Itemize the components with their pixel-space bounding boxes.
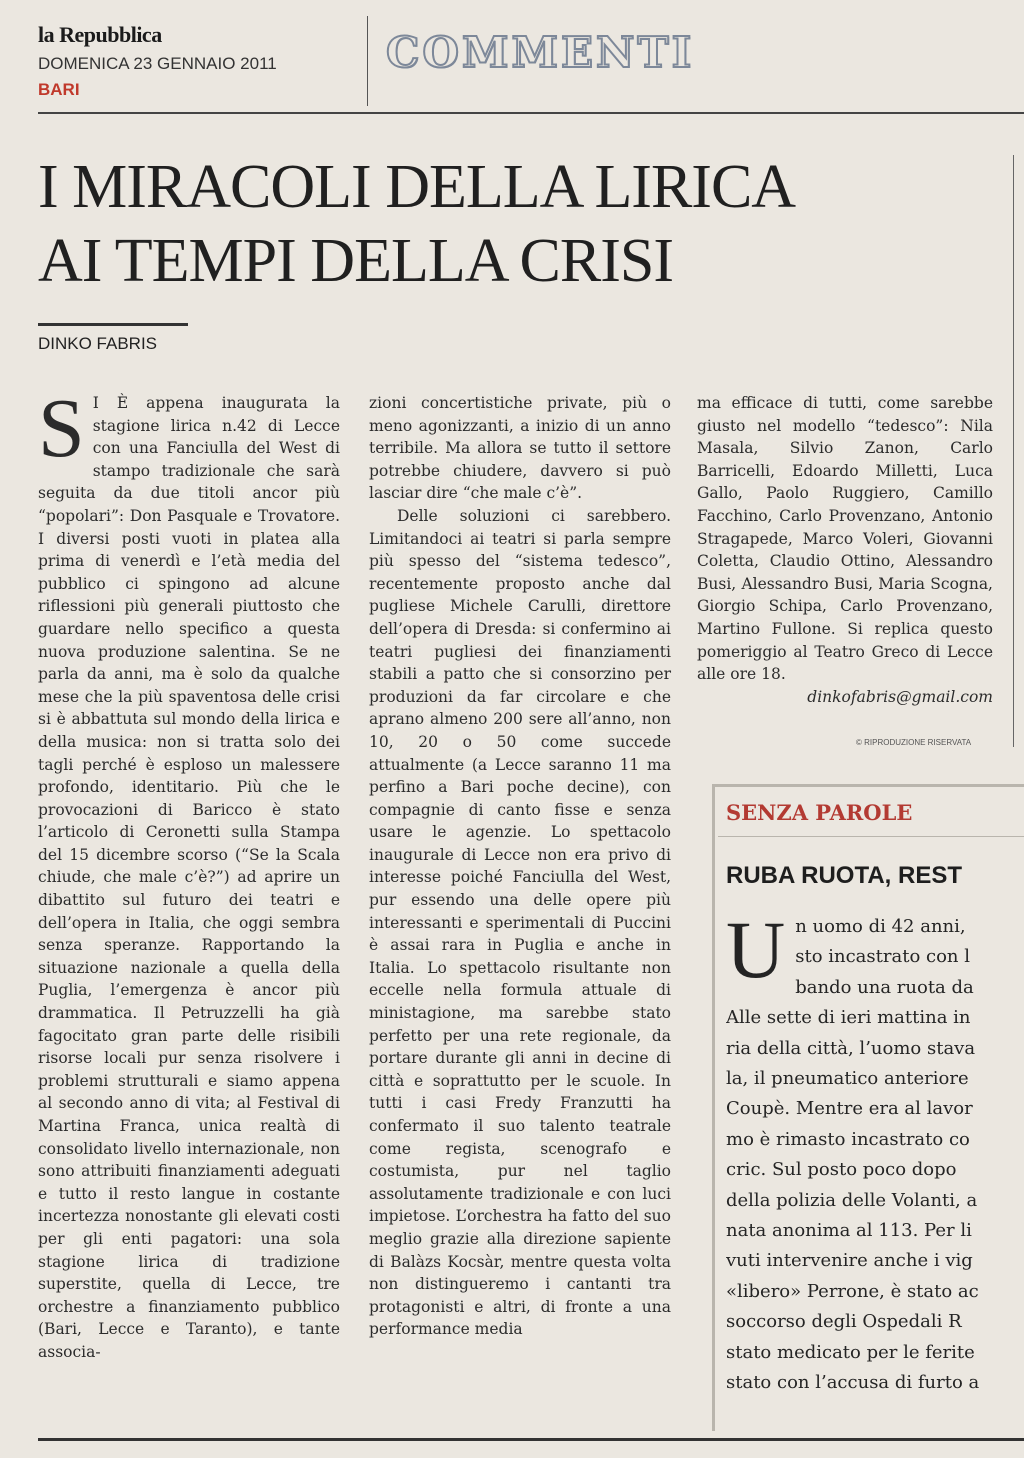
article-column-2	[369, 392, 671, 1341]
sidebar-line: vuti intervenire anche i vig	[726, 1250, 973, 1272]
sidebar-line: n uomo di 42 anni,	[795, 916, 966, 937]
sidebar-line: della polizia delle Volanti, a	[726, 1189, 978, 1211]
sidebar-title: RUBA RUOTA, REST	[726, 862, 962, 889]
article-column-1	[38, 382, 340, 1364]
sidebar-line: stato medicato per le ferite	[726, 1341, 975, 1363]
sidebar-line: nata anonima al 113. Per li	[726, 1220, 972, 1242]
article-column-3	[697, 392, 993, 708]
article-paragraph: zioni concertistiche private, più o meno agonizzanti, a inizio di un anno terribile. Ma allora se tutto il settore potrebbe chiudere, davvero si può lasciar dire “che male c’è”.	[369, 394, 671, 503]
sidebar-line: la, il pneumatico anteriore	[726, 1068, 969, 1090]
masthead-divider	[367, 16, 368, 106]
bottom-rule	[38, 1438, 1024, 1441]
article-paragraph: I È appena inaugurata la stagione lirica n.42 di Lecce con una Fanciulla del West di stampo tradizionale che sarà seguita da due titoli ancor più “popolari”: Don Pasquale e Trovatore. I diversi posti vuoti in platea alla prima di venerdì e l’età media del pubblico ci spingono ad alcune riflessioni più generali piuttosto che guardare nello specifico a questa nuova produzione salentina. Se ne parla da anni, ma è solo da qualche mese che la più spaventosa delle crisi si è abbattuta sul mondo della lirica e della musica: non si tratta solo dei tagli perché è esploso un malessere profondo, identitario. Più che le provocazioni di Baricco è stato l’articolo di Ceronetti sulla Stampa del 15 dicembre scorso (“Se la Scala chiude, che male c’è?”) ad aprire un dibattito sul futuro dei teatri e dell’opera in Italia, che oggi sembra senza speranze. Rapportando la situazione nazionale a quella della Puglia, l’emergenza è ancor più drammatica. Il Petruzzelli ha già fagocitato gran parte delle risibili risorse locali pur senza risolvere i problemi strutturali e siamo appena al secondo anno di vita; al Festival di Martina Franca, unica realtà di consolidato livello internazionale, non sono attribuiti finanziamenti adeguati e tutto il resto langue in costante incertezza nonostante gli elevati costi per gli enti pagatori: una sola stagione lirica di tradizione superstite, quella di Lecce, tre orchestre a finanziamento pubblico (Bari, Lecce e Taranto), e tante associa-	[38, 394, 340, 1361]
article-paragraph: ma efficace di tutti, come sarebbe giusto nel modello “tedesco”: Nila Masala, Silvio Zanon, Carlo Barricelli, Edoardo Milletti, Luca Gallo, Paolo Ruggiero, Camillo Facchino, Carlo Provenzano, Antonio Stragapede, Marco Voleri, Giovanni Coletta, Claudio Ottino, Alessandro Busi, Alessandro Busi, Maria Scogna, Giorgio Schipa, Carlo Provenzano, Martino Fullone. Si replica questo pomeriggio al Teatro Greco di Lecce alle ore 18.	[697, 394, 993, 684]
sidebar-line: «libero» Perrone, è stato ac	[726, 1280, 979, 1302]
copyright-notice: © RIPRODUZIONE RISERVATA	[856, 738, 972, 747]
sidebar-line: Alle sette di ieri mattina in	[726, 1007, 971, 1029]
column-divider	[1013, 155, 1014, 747]
sidebar-line: Coupè. Mentre era al lavor	[726, 1098, 973, 1120]
headline-line-1: I MIRACOLI DELLA LIRICA	[38, 153, 796, 221]
headline	[38, 150, 978, 298]
sidebar-rule	[718, 836, 1024, 837]
sidebar-line: ria della città, l’uomo stava	[726, 1037, 976, 1059]
sidebar-line: bando una ruota da	[795, 976, 974, 998]
top-rule	[38, 112, 1024, 114]
sidebar-line: cric. Sul posto poco dopo	[726, 1159, 957, 1181]
sidebar-drop-cap: U	[726, 912, 786, 995]
drop-cap: S	[38, 382, 85, 475]
headline-line-2: AI TEMPI DELLA CRISI	[38, 227, 674, 295]
sidebar-label: SENZA PAROLE	[726, 800, 913, 825]
newspaper-logo: la Repubblica	[38, 22, 162, 47]
edition-city: BARI	[38, 80, 80, 99]
author-email: dinkofabris@gmail.com	[807, 687, 993, 706]
sidebar-line: stato con l’accusa di furto a	[726, 1372, 980, 1394]
sidebar-line: mo è rimasto incastrato co	[726, 1128, 970, 1150]
sidebar-line: sto incastrato con l	[795, 946, 970, 968]
author-rule	[38, 323, 188, 326]
sidebar-body	[726, 912, 1024, 1422]
author-byline: DINKO FABRIS	[38, 334, 158, 353]
sidebar-line: soccorso degli Ospedali R	[726, 1311, 962, 1333]
section-title: COMMENTI	[386, 28, 695, 77]
article-paragraph: Delle soluzioni ci sarebbero. Limitandoci ai teatri si parla sempre più spesso del “sistema tedesco”, recentemente proposto anche dal pugliese Michele Carulli, direttore dell’opera di Dresda: si confermino ai teatri pugliesi dei finanziamenti stabili a patto che si consorzino per produzioni da far circolare e che aprano almeno 200 sere all’anno, non 10, 20 o 50 come succede attualmente (a Lecce saranno 11 ma perfino a Bari poche decine), con compagnie di canto fisse e senza usare le agenzie. Lo spettacolo inaugurale di Lecce non era privo di interesse poiché Fanciulla del West, pur essendo una delle opere più interessanti e sperimentali di Puccini è assai rara in Puglia e anche in Italia. Lo spettacolo risultante non eccelle nella formula attuale di ministagione, ma sarebbe stato perfetto per una rete regionale, da portare durante gli anni in decine di città e soprattutto per le scuole. In tutti i casi Fredy Franzutti ha confermato il suo talento teatrale come regista, scenografo e costumista, pur nel taglio assolutamente tradizionale e con luci impietose. L’orchestra ha fatto del suo meglio grazie alla direzione sapiente di Balàzs Kocsàr, mentre questa volta non distingueremo i cantanti tra protagonisti e altri, di fronte a una performance media	[369, 506, 671, 1339]
issue-date: DOMENICA 23 GENNAIO 2011	[38, 54, 277, 73]
